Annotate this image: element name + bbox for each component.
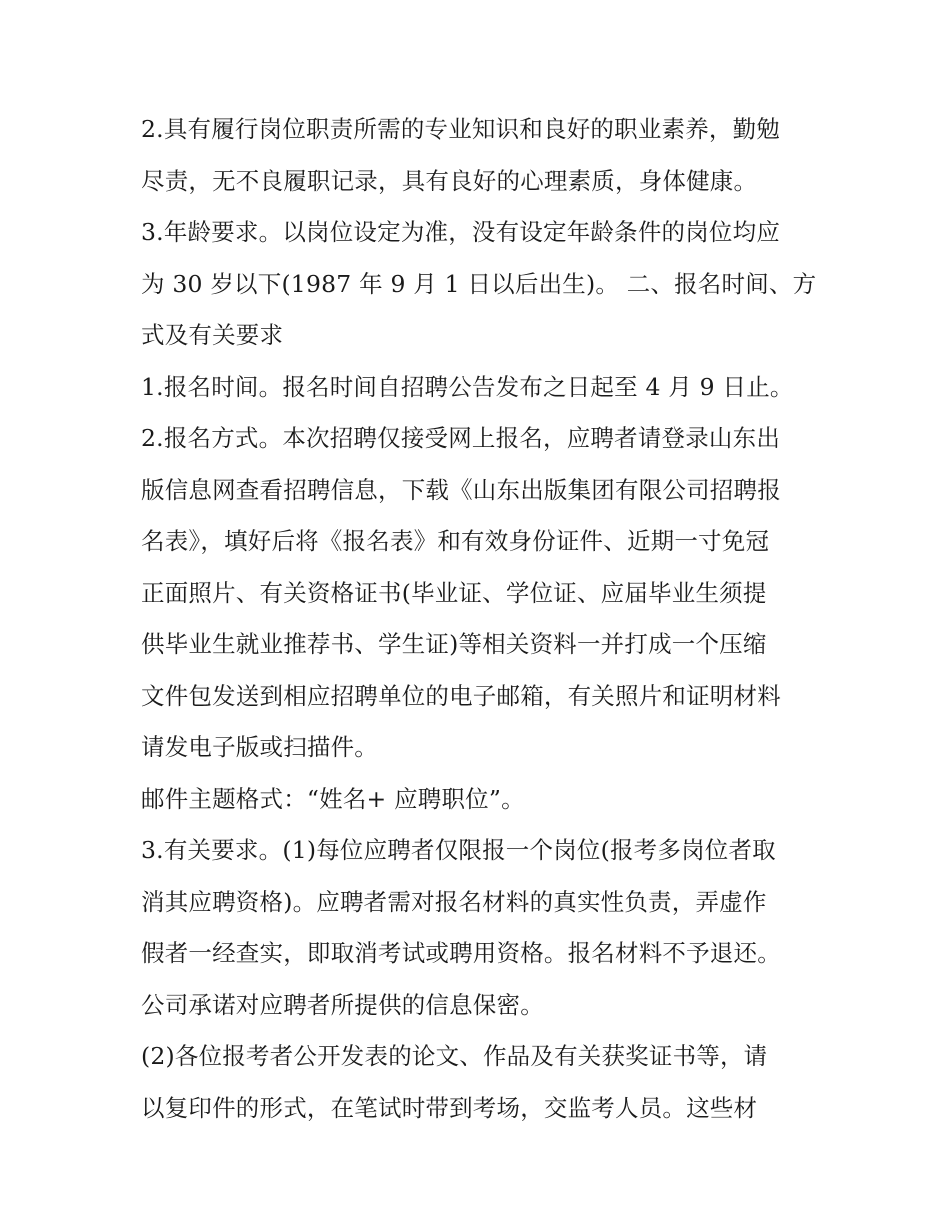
text-line: 3.有关要求。(1)每位应聘者仅限报一个岗位(报考多岗位者取 [141,836,776,864]
text-line: 2.报名方式。本次招聘仅接受网上报名，应聘者请登录山东出 [141,424,781,452]
text-line: 正面照片、有关资格证书(毕业证、学位证、应届毕业生须提 [141,578,767,607]
text-line: 消其应聘资格)。应聘者需对报名材料的真实性负责，弄虚作 [141,887,767,916]
text-line: (2)各位报考者公开发表的论文、作品及有关获奖证书等，请 [141,1042,768,1070]
text-line: 版信息网查看招聘信息，下载《山东出版集团有限公司招聘报 [141,475,781,504]
text-line: 请发电子版或扫描件。 [141,733,378,761]
text-line: 2.具有履行岗位职责所需的专业知识和良好的职业素养，勤勉 [141,115,781,143]
text-line: 公司承诺对应聘者所提供的信息保密。 [141,990,544,1019]
document-page [141,104,821,1134]
text-line: 文件包发送到相应招聘单位的电子邮箱，有关照片和证明材料 [141,681,781,710]
text-line: 为 30 岁以下(1987 年 9 月 1 日以后出生)。 二、报名时间、方 [141,269,817,298]
text-line: 供毕业生就业推荐书、学生证)等相关资料一并打成一个压缩 [141,630,767,658]
text-line: 式及有关要求 [141,321,284,349]
text-line: 邮件主题格式：“姓名+ 应聘职位”。 [141,784,525,813]
text-line: 名表》，填好后将《报名表》和有效身份证件、近期一寸免冠 [141,527,770,555]
text-line: 1.报名时间。报名时间自招聘公告发布之日起至 4 月 9 日止。 [141,372,794,401]
text-line: 假者一经查实，即取消考试或聘用资格。报名材料不予退还。 [141,939,781,967]
text-line: 以复印件的形式，在笔试时带到考场，交监考人员。这些材 [141,1093,758,1122]
text-line: 尽责，无不良履职记录，具有良好的心理素质，身体健康。 [141,166,758,195]
text-line: 3.年龄要求。以岗位设定为准，没有设定年龄条件的岗位均应 [141,218,781,246]
